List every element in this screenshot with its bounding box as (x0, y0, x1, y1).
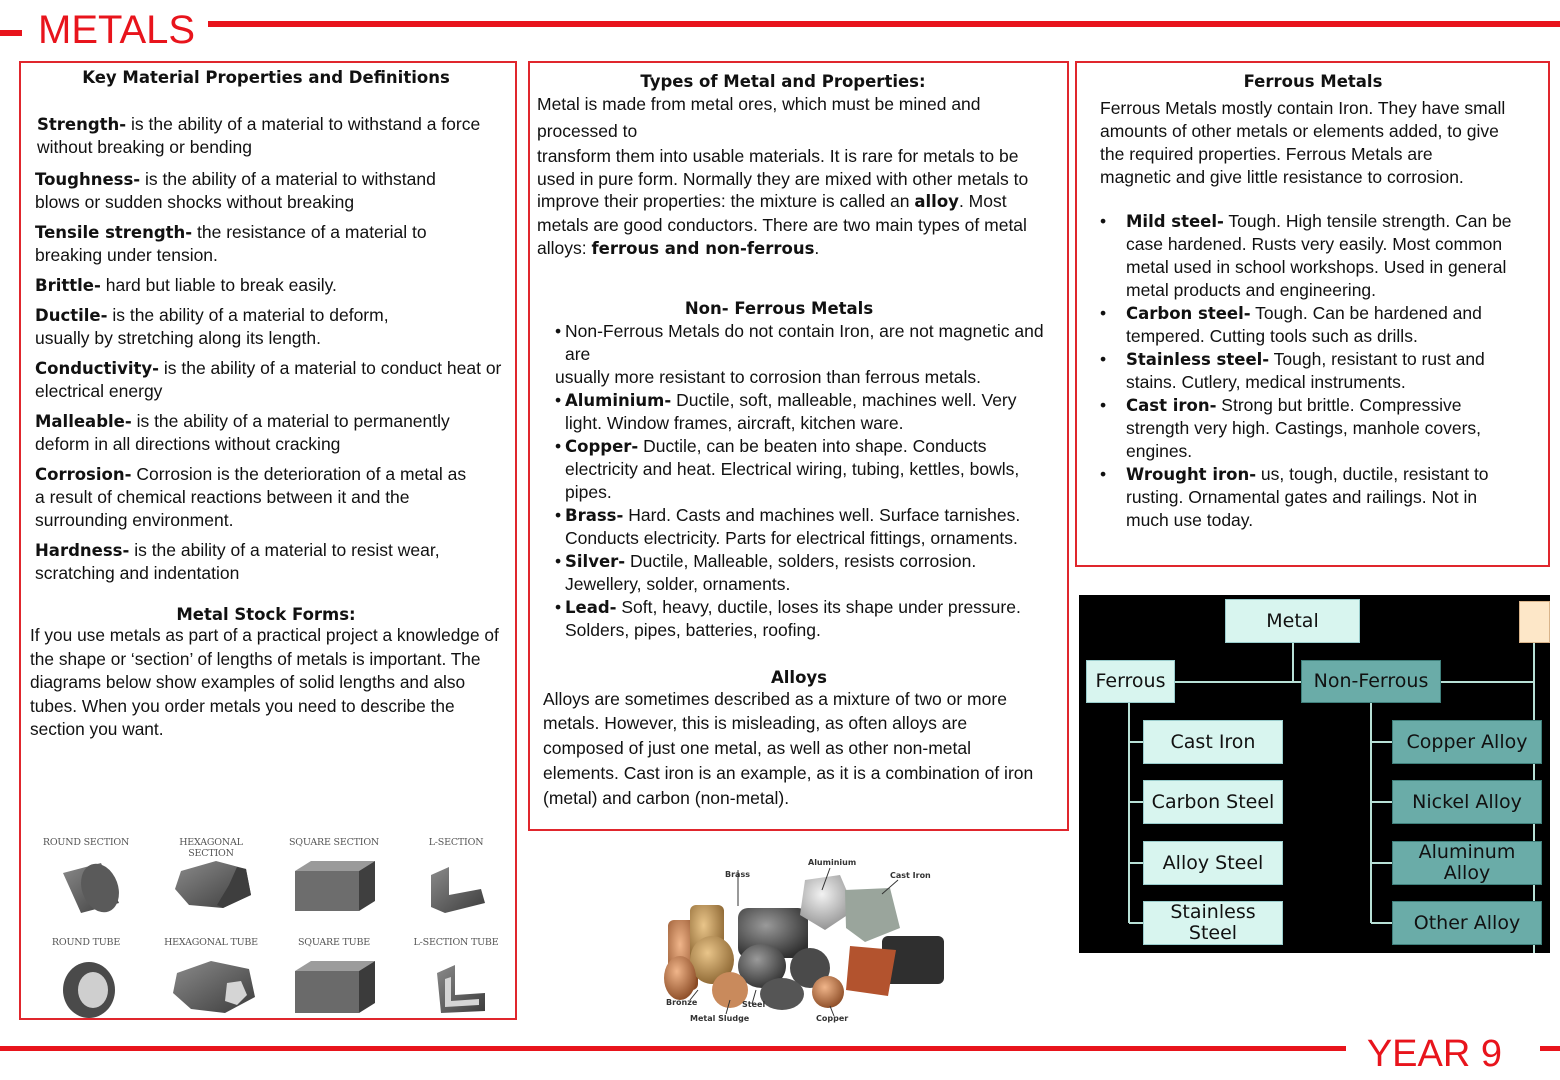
header-left-dash (0, 30, 22, 36)
metal-types-heading: Types of Metal and Properties: (640, 72, 926, 91)
item-term: Brass- (565, 505, 624, 525)
intro-text: transform them into usable materials. It is rare for metals to be used in pure form. Normally they are mixed with other metals to improve their properties: the mixture is called an (537, 146, 1029, 212)
square-tube-caption: SQUARE TUBE (297, 937, 371, 948)
tree-node-nickel-alloy: Nickel Alloy (1392, 780, 1542, 824)
ferrous-item (1100, 348, 1540, 394)
definition-text: Corrosion is the deterioration of a metal as a result of chemical reactions between it and the surrounding environment. (35, 464, 467, 530)
item-text: Ductile, can be beaten into shape. Conducts electricity and heat. Electrical wiring, tubing, kettles, bowls, pipes. (565, 435, 1020, 502)
definition-text: is the ability of a material to withstand a force without breaking or bending (37, 114, 481, 157)
tree-node-metal: Metal (1225, 599, 1360, 643)
non-ferrous-item (555, 550, 1061, 596)
definition-term: Corrosion- (35, 465, 132, 484)
non-ferrous-intro: Non-Ferrous Metals do not contain Iron, are not magnetic and are (565, 320, 1044, 364)
round-tube-shape (63, 962, 115, 1018)
intro-types-term: ferrous and non-ferrous (591, 238, 815, 258)
item-text: Hard. Casts and machines well. Surface tarnishes. Conducts electricity. Parts for electrical fittings, ornaments. (565, 504, 1021, 548)
properties-heading: Key Material Properties and Definitions (82, 68, 450, 87)
definition-hardness (29, 539, 507, 585)
hexagonal-tube-caption: HEXAGONAL TUBE (164, 937, 258, 948)
non-ferrous-item (555, 504, 1061, 550)
samples (664, 868, 944, 1016)
definition-term: Tensile strength- (35, 223, 193, 242)
intro-alloy-term: alloy (914, 192, 959, 212)
definition-text: hard but liable to break easily. (100, 275, 337, 295)
item-term: Aluminium- (565, 390, 672, 410)
definition-term: Conductivity- (35, 359, 159, 378)
stock-forms-diagram (41, 833, 511, 1018)
definition-term: Brittle- (35, 276, 101, 295)
footer-year: YEAR 9 (1366, 1033, 1502, 1075)
metal-types-intro (530, 91, 1067, 261)
label-brass: Brass (725, 870, 750, 879)
tree-node-non-ferrous: Non-Ferrous (1301, 660, 1441, 703)
ferrous-item (1100, 302, 1540, 348)
definition-text: is the ability of a material to deform, usually by stretching along its length. (35, 305, 389, 348)
tree-node-cast-iron: Cast Iron (1143, 720, 1283, 764)
hexagonal-tube-shape (173, 961, 255, 1013)
stock-shapes (41, 833, 511, 1018)
intro-line-2 (537, 145, 1057, 261)
item-text: Tough. Can be hardened and tempered. Cutting tools such as drills. (1126, 303, 1482, 346)
ferrous-panel (1075, 61, 1550, 567)
item-text: us, tough, ductile, resistant to rusting. Ornamental gates and railings. Not in much use today. (1126, 464, 1489, 530)
l-section-tube-shape (437, 965, 485, 1013)
item-term: Carbon steel- (1126, 304, 1251, 323)
intro-text-2: . Most metals are good conductors. There are two main types of metal alloys: (537, 191, 1027, 258)
ferrous-intro: Ferrous Metals mostly contain Iron. They have small amounts of other metals or elements added, to give the required properties. Ferrous Metals are magnetic and give little resistance to corrosion. (1100, 98, 1506, 187)
definition-strength (29, 113, 507, 159)
definition-tensile-strength (29, 221, 507, 267)
definition-conductivity (29, 357, 507, 403)
properties-panel (19, 61, 517, 1020)
tree-node-other-alloy: Other Alloy (1392, 901, 1542, 945)
non-ferrous-item (555, 389, 1061, 435)
item-term: Lead- (565, 597, 617, 617)
non-ferrous-list (530, 318, 1067, 642)
item-text: Ductile, soft, malleable, machines well. Very light. Window frames, aircraft, kitchen ware. (565, 389, 1017, 433)
item-term: Mild steel- (1126, 212, 1224, 231)
page-title: METALS (38, 8, 196, 52)
l-section-shape (431, 867, 485, 913)
non-ferrous-intro-2: usually more resistant to corrosion than ferrous metals. (555, 366, 982, 387)
footer-right-dash (1540, 1046, 1560, 1051)
square-section-shape (295, 861, 375, 911)
non-ferrous-item (555, 596, 1061, 642)
tree-node-stainless-steel: Stainless Steel (1143, 901, 1283, 945)
definition-ductile (29, 304, 507, 350)
definition-text: is the ability of a material to withstand blows or sudden shocks without breaking (35, 169, 436, 212)
definition-corrosion (29, 463, 507, 532)
ferrous-item (1100, 210, 1540, 302)
item-term: Cast iron- (1126, 396, 1217, 415)
alloys-heading: Alloys (771, 667, 827, 687)
round-section-shape (63, 858, 125, 917)
item-term: Silver- (565, 551, 626, 571)
label-metal-sludge: Metal Sludge (690, 1014, 750, 1023)
definition-brittle (29, 274, 507, 297)
ferrous-item (1100, 394, 1540, 463)
definition-term: Toughness- (35, 170, 141, 189)
definition-term: Strength- (37, 115, 127, 134)
tree-connectors (1079, 595, 1550, 953)
alloys-text: Alloys are sometimes described as a mixture of two or more metals. However, this is misleading, as often alloys are composed of just one metal, as well as other non-metal elements. Cast iron is an example, as it is a combination of iron (metal) and carbon (non-metal). (543, 688, 1034, 808)
stock-forms-text: If you use metals as part of a practical project a knowledge of the shape or ‘section’ of lengths of metals is important. The diagrams below show examples of solid lengths and also tubes. When you order metals you need to describe the section you want. (30, 625, 499, 739)
non-ferrous-items (555, 389, 1061, 642)
item-text: Tough, resistant to rust and stains. Cutlery, medical instruments. (1126, 349, 1485, 392)
non-ferrous-item (555, 435, 1061, 504)
ferrous-heading: Ferrous Metals (1243, 72, 1383, 91)
round-section-caption: ROUND SECTION (42, 837, 130, 848)
label-steel: Steel (742, 1000, 766, 1009)
definition-text: the resistance of a material to breaking under tension. (35, 222, 427, 265)
item-text: Soft, heavy, ductile, loses its shape under pressure. Solders, pipes, batteries, roofing. (565, 596, 1021, 640)
stock-forms-heading: Metal Stock Forms: (176, 605, 356, 624)
metal-samples-illustration (650, 850, 950, 1028)
item-term: Stainless steel- (1126, 350, 1270, 369)
hexagonal-section-shape (175, 861, 251, 908)
footer-rule (0, 1046, 1346, 1051)
label-aluminium: Aluminium (808, 858, 857, 867)
round-tube-caption: ROUND TUBE (51, 937, 121, 948)
definition-malleable (29, 410, 507, 456)
metal-types-panel (528, 61, 1069, 831)
metal-classification-tree (1079, 595, 1550, 953)
header-rule (208, 21, 1560, 27)
tree-node-partial (1519, 601, 1550, 643)
definition-text: is the ability of a material to permanently deform in all directions without cracking (35, 411, 450, 454)
l-section-caption: L-SECTION (428, 837, 484, 848)
square-tube-shape (295, 961, 375, 1013)
tree-node-alloy-steel: Alloy Steel (1143, 841, 1283, 885)
item-term: Wrought iron- (1126, 465, 1257, 484)
ferrous-list (1077, 210, 1548, 532)
label-copper: Copper (816, 1014, 849, 1023)
tree-node-aluminum-alloy: Aluminum Alloy (1392, 841, 1542, 885)
item-text: Tough. High tensile strength. Can be case hardened. Rusts very easily. Most common metal used in school workshops. Used in general metal products and engineering. (1126, 211, 1512, 300)
definition-text: is the ability of a material to conduct heat or electrical energy (35, 358, 502, 401)
ferrous-item (1100, 463, 1540, 532)
non-ferrous-bullets (555, 320, 1061, 366)
label-bronze: Bronze (666, 998, 698, 1007)
tree-node-ferrous: Ferrous (1086, 660, 1175, 703)
item-text: Ductile, Malleable, solders, resists corrosion. Jewellery, solder, ornaments. (565, 550, 977, 594)
intro-line-1: Metal is made from metal ores, which must be mined and processed to (537, 94, 981, 141)
item-text: Strong but brittle. Compressive strength very high. Castings, manhole covers, engines. (1126, 395, 1482, 461)
non-ferrous-intro-item (555, 320, 1061, 366)
non-ferrous-heading: Non- Ferrous Metals (684, 298, 874, 318)
definition-term: Malleable- (35, 412, 132, 431)
definition-term: Ductile- (35, 306, 108, 325)
square-section-caption: SQUARE SECTION (288, 837, 380, 848)
definition-toughness (29, 168, 507, 214)
tree-node-copper-alloy: Copper Alloy (1392, 720, 1542, 764)
hexagonal-section-caption: HEXAGONAL SECTION (179, 837, 243, 859)
intro-end: . (814, 237, 820, 258)
item-term: Copper- (565, 436, 639, 456)
definitions-list (21, 113, 515, 585)
tree-node-carbon-steel: Carbon Steel (1143, 780, 1283, 824)
label-cast-iron: Cast Iron (890, 871, 931, 880)
l-section-tube-caption: L-SECTION TUBE (413, 937, 499, 948)
definition-text: is the ability of a material to resist wear, scratching and indentation (35, 540, 440, 583)
definition-term: Hardness- (35, 541, 130, 560)
